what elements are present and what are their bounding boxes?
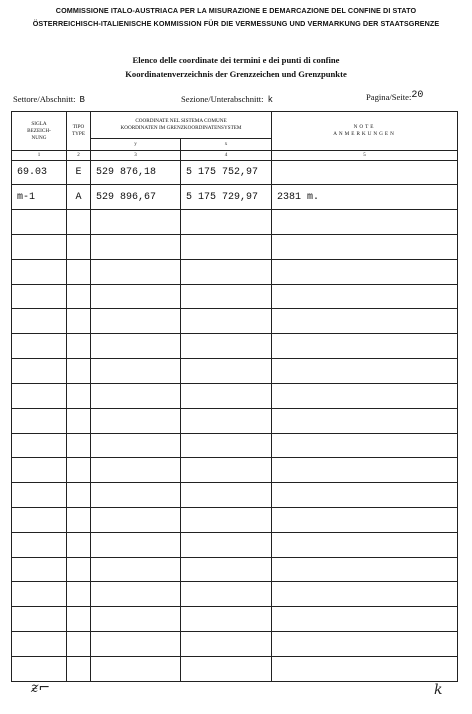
empty-table-row: [12, 309, 458, 334]
empty-table-row: [12, 632, 458, 657]
empty-cell: [12, 656, 67, 681]
empty-cell: [272, 582, 458, 607]
empty-cell: [272, 433, 458, 458]
notes-label-de: ANMERKUNGEN: [333, 131, 396, 138]
empty-cell: [67, 433, 91, 458]
title-italian: Elenco delle coordinate dei termini e dei punti di confine: [132, 55, 340, 65]
column-number: 3: [91, 151, 181, 160]
empty-cell: [181, 532, 272, 557]
empty-cell: [12, 359, 67, 384]
empty-table-row: [12, 532, 458, 557]
empty-table-row: [12, 483, 458, 508]
column-number: 1: [12, 151, 67, 160]
y-cell: 529 896,67: [91, 185, 181, 210]
empty-cell: [181, 408, 272, 433]
notes-label-it: NOTE: [353, 124, 376, 131]
empty-cell: [91, 309, 181, 334]
empty-cell: [12, 532, 67, 557]
empty-cell: [272, 656, 458, 681]
empty-table-row: [12, 383, 458, 408]
empty-cell: [91, 507, 181, 532]
col-coordinates-header: [91, 112, 272, 139]
empty-table-row: [12, 334, 458, 359]
empty-cell: [181, 235, 272, 260]
signature-left: ƶ⌐: [31, 680, 51, 696]
empty-table-row: [12, 557, 458, 582]
empty-table-row: [12, 582, 458, 607]
empty-cell: [12, 408, 67, 433]
coordinates-label-it: COORDINATE NEL SISTEMA COMUNE: [135, 117, 227, 124]
header-row-1: [12, 112, 458, 139]
empty-cell: [181, 632, 272, 657]
table-row: [12, 160, 458, 185]
y-header: y: [91, 138, 181, 150]
empty-cell: [67, 334, 91, 359]
section-value: k: [267, 95, 273, 105]
empty-cell: [12, 235, 67, 260]
empty-cell: [67, 656, 91, 681]
empty-cell: [12, 284, 67, 309]
page-field: [366, 92, 423, 104]
note-cell: 2381 m.: [272, 185, 458, 210]
empty-cell: [67, 557, 91, 582]
empty-cell: [91, 210, 181, 235]
empty-cell: [181, 458, 272, 483]
empty-cell: [181, 433, 272, 458]
empty-table-row: [12, 259, 458, 284]
empty-cell: [12, 507, 67, 532]
col-sigla-header: [12, 112, 67, 151]
empty-cell: [67, 582, 91, 607]
page-label: Pagina/Seite:: [366, 92, 412, 102]
empty-cell: [272, 408, 458, 433]
empty-cell: [91, 656, 181, 681]
empty-cell: [12, 210, 67, 235]
tipo-cell: A: [67, 185, 91, 210]
empty-cell: [272, 309, 458, 334]
empty-cell: [181, 334, 272, 359]
empty-cell: [67, 632, 91, 657]
table-row: [12, 185, 458, 210]
empty-cell: [91, 408, 181, 433]
empty-cell: [12, 334, 67, 359]
empty-cell: [91, 235, 181, 260]
empty-cell: [67, 235, 91, 260]
column-number: 5: [272, 151, 458, 160]
empty-cell: [12, 259, 67, 284]
empty-cell: [91, 532, 181, 557]
tipo-cell: E: [67, 160, 91, 185]
empty-cell: [91, 483, 181, 508]
empty-cell: [272, 557, 458, 582]
type-label: TYPE: [72, 131, 85, 138]
empty-cell: [91, 383, 181, 408]
sector-label: Settore/Abschnitt:: [13, 94, 76, 104]
signature-right: k: [434, 682, 443, 698]
empty-cell: [181, 607, 272, 632]
col-notes-header: [272, 112, 458, 151]
empty-cell: [12, 557, 67, 582]
empty-table-row: [12, 607, 458, 632]
sigla-cell: m-1: [12, 185, 67, 210]
empty-cell: [91, 334, 181, 359]
tipo-label: TIPO: [72, 124, 85, 131]
empty-cell: [181, 309, 272, 334]
empty-cell: [67, 284, 91, 309]
empty-cell: [67, 532, 91, 557]
empty-cell: [272, 259, 458, 284]
empty-cell: [181, 656, 272, 681]
empty-cell: [67, 210, 91, 235]
y-cell: 529 876,18: [91, 160, 181, 185]
empty-cell: [12, 632, 67, 657]
empty-cell: [272, 632, 458, 657]
sector-value: B: [79, 95, 85, 105]
empty-cell: [181, 483, 272, 508]
bezeichnung-label-2: NUNG: [31, 134, 47, 141]
empty-cell: [67, 458, 91, 483]
empty-table-row: [12, 284, 458, 309]
empty-cell: [67, 359, 91, 384]
coordinates-label-de: KOORDINATEN IM GRENZKOORDINATENSYSTEM: [120, 124, 242, 131]
title-german: Koordinatenverzeichnis der Grenzzeichen und Grenzpunkte: [125, 69, 347, 79]
empty-table-row: [12, 235, 458, 260]
empty-cell: [272, 359, 458, 384]
col-tipo-header: [67, 112, 91, 151]
empty-cell: [12, 483, 67, 508]
empty-cell: [67, 408, 91, 433]
column-number: 2: [67, 151, 91, 160]
empty-cell: [67, 483, 91, 508]
empty-table-row: [12, 507, 458, 532]
page-value: 20: [411, 90, 424, 101]
header-line-1: COMMISSIONE ITALO-AUSTRIACA PER LA MISURAZIONE E DEMARCAZIONE DEL CONFINE DI STATO: [55, 6, 417, 15]
coordinates-table: [11, 111, 458, 682]
empty-cell: [91, 557, 181, 582]
empty-cell: [91, 458, 181, 483]
empty-cell: [181, 210, 272, 235]
empty-cell: [91, 607, 181, 632]
empty-cell: [67, 309, 91, 334]
empty-cell: [272, 210, 458, 235]
section-field: [181, 94, 273, 105]
empty-cell: [91, 433, 181, 458]
section-label: Sezione/Unterabschnitt:: [181, 94, 264, 104]
sigla-label: SIGLA: [31, 120, 47, 127]
empty-cell: [181, 383, 272, 408]
empty-cell: [272, 284, 458, 309]
empty-cell: [67, 383, 91, 408]
empty-table-row: [12, 433, 458, 458]
empty-cell: [272, 458, 458, 483]
empty-cell: [12, 309, 67, 334]
sigla-cell: 69.03: [12, 160, 67, 185]
empty-cell: [91, 632, 181, 657]
empty-table-row: [12, 656, 458, 681]
empty-cell: [12, 458, 67, 483]
empty-cell: [91, 284, 181, 309]
empty-table-row: [12, 458, 458, 483]
empty-cell: [272, 383, 458, 408]
empty-cell: [181, 359, 272, 384]
empty-table-row: [12, 210, 458, 235]
empty-cell: [181, 557, 272, 582]
header-line-2: ÖSTERREICHISCH-ITALIENISCHE KOMMISSION FÜR DIE VERMESSUNG UND VERMARKUNG DER STAATSGRENZE: [32, 19, 440, 28]
empty-table-row: [12, 359, 458, 384]
empty-cell: [91, 582, 181, 607]
empty-cell: [181, 507, 272, 532]
x-cell: 5 175 752,97: [181, 160, 272, 185]
empty-cell: [91, 259, 181, 284]
sector-field: [13, 94, 85, 105]
empty-table-row: [12, 408, 458, 433]
x-cell: 5 175 729,97: [181, 185, 272, 210]
empty-cell: [91, 359, 181, 384]
empty-cell: [12, 383, 67, 408]
empty-cell: [67, 259, 91, 284]
empty-cell: [272, 532, 458, 557]
empty-cell: [272, 507, 458, 532]
empty-cell: [181, 259, 272, 284]
empty-cell: [181, 582, 272, 607]
empty-cell: [272, 334, 458, 359]
empty-cell: [181, 284, 272, 309]
column-number: 4: [181, 151, 272, 160]
empty-cell: [12, 582, 67, 607]
bezeichnung-label-1: BEZEICH-: [27, 127, 51, 134]
column-number-row: [12, 151, 458, 160]
empty-cell: [12, 433, 67, 458]
empty-cell: [67, 507, 91, 532]
empty-cell: [272, 483, 458, 508]
x-header: x: [181, 138, 272, 150]
empty-cell: [272, 235, 458, 260]
empty-cell: [67, 607, 91, 632]
empty-cell: [272, 607, 458, 632]
empty-cell: [12, 607, 67, 632]
note-cell: [272, 160, 458, 185]
